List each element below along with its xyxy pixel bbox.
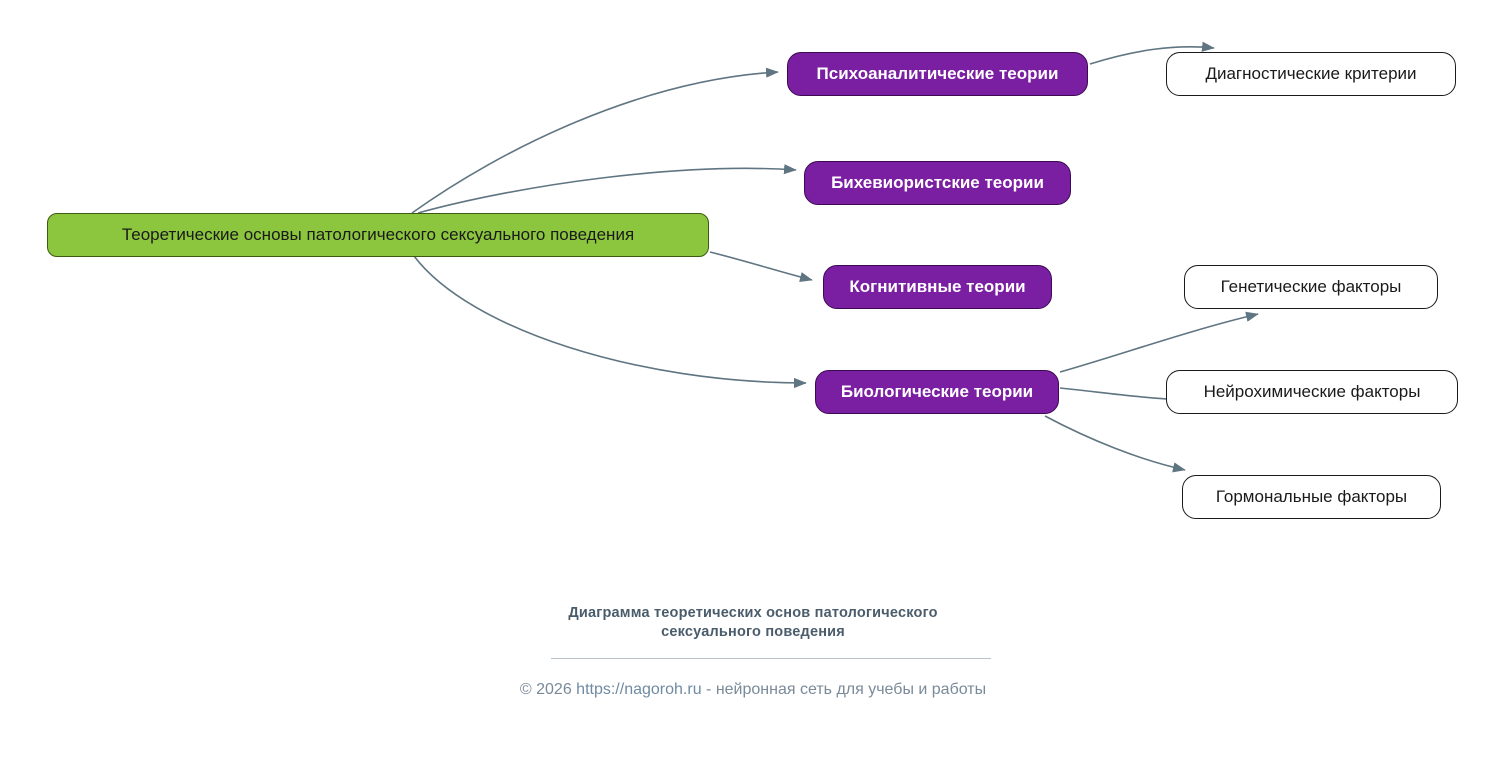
footer-copyright: © 2026 xyxy=(519,681,577,698)
footer-tail: - нейронная сеть для учебы и работы xyxy=(701,681,987,698)
node-root[interactable] xyxy=(47,213,709,257)
footer-credit xyxy=(248,681,1258,699)
edge-biological-genetic xyxy=(1060,314,1258,372)
node-cognitive-theories[interactable] xyxy=(823,265,1052,309)
node-behaviorist-theories[interactable] xyxy=(804,161,1071,205)
node-diagnostic-criteria[interactable] xyxy=(1166,52,1456,96)
edge-root-psychoanalytic xyxy=(412,72,778,213)
node-psychoanalytic-theories-label: Психоаналитические теории xyxy=(816,64,1059,84)
caption-divider xyxy=(551,658,991,659)
node-root-label: Теоретические основы патологического сексуального поведения xyxy=(121,225,635,245)
edge-biological-hormonal xyxy=(1045,416,1185,470)
node-genetic-factors[interactable] xyxy=(1184,265,1438,309)
node-neurochemical-factors[interactable] xyxy=(1166,370,1458,414)
node-hormonal-factors[interactable] xyxy=(1182,475,1441,519)
edge-root-cognitive xyxy=(710,252,812,280)
node-cognitive-theories-label: Когнитивные теории xyxy=(849,277,1026,297)
node-behaviorist-theories-label: Бихевиористские теории xyxy=(831,173,1044,193)
diagram-caption-line1: Диаграмма теоретических основ патологического xyxy=(568,605,938,621)
diagram-caption-line2: сексуального поведения xyxy=(661,623,845,640)
node-biological-theories-label: Биологические теории xyxy=(840,382,1034,402)
diagram-caption xyxy=(248,604,1258,641)
footer-link[interactable]: https://nagoroh.ru xyxy=(576,681,702,698)
edge-root-biological xyxy=(414,256,806,383)
node-diagnostic-criteria-label: Диагностические критерии xyxy=(1205,64,1417,84)
node-biological-theories[interactable] xyxy=(815,370,1059,414)
node-hormonal-factors-label: Гормональные факторы xyxy=(1215,487,1408,507)
node-psychoanalytic-theories[interactable] xyxy=(787,52,1088,96)
edge-root-behaviorist xyxy=(418,168,796,213)
node-neurochemical-factors-label: Нейрохимические факторы xyxy=(1203,382,1421,402)
node-genetic-factors-label: Генетические факторы xyxy=(1220,277,1402,297)
